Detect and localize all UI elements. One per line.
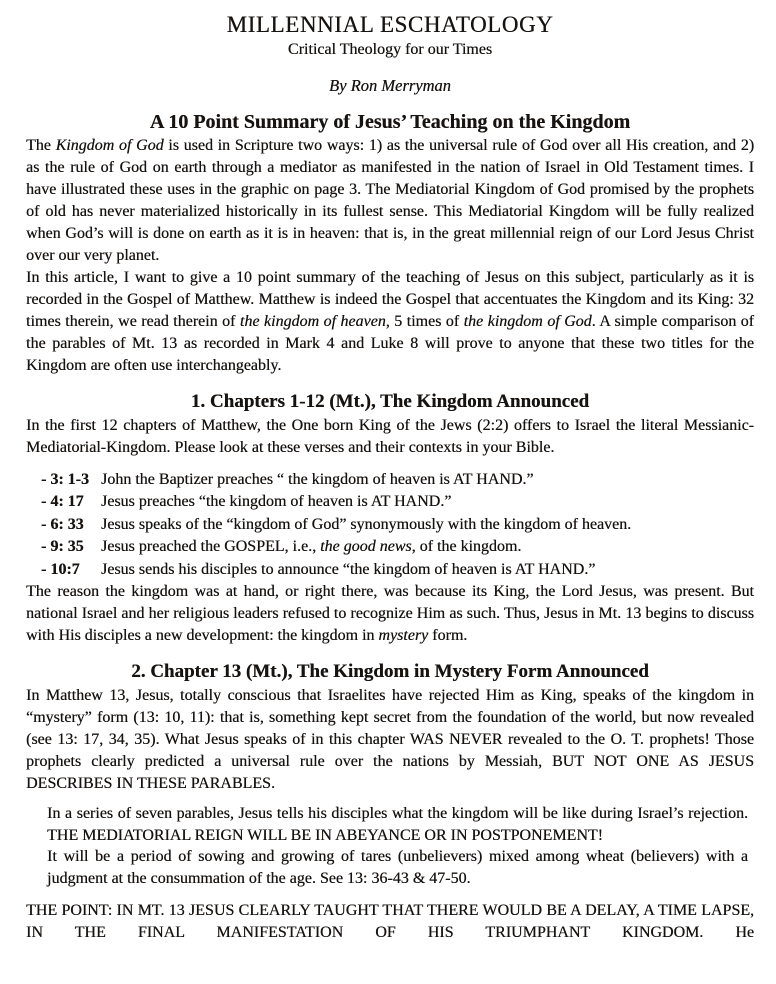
paragraph-segment: form. bbox=[428, 627, 468, 645]
paragraph-segment-italic: mystery bbox=[378, 627, 429, 645]
paragraph-segment: 5 times of bbox=[389, 313, 464, 330]
verse-reference: - 3: 1-3 bbox=[41, 471, 89, 488]
verse-item bbox=[41, 514, 754, 536]
paragraph-segment: is used in Scripture two ways: 1) as the universal rule of God over all His creation, and 2) as the rule of God on earth through a mediator as manifested in the nation of Israel in Old Testament times. I have illustrated these uses in the graphic on page 3. The Mediatorial Kingdom of God promised by the prophets of old has never materialized historically in its fullest sense. This Mediatorial Kingdom will be fully realized when God’s will is done on earth as it is in heaven: that is, in the great millennial reign of our Lord Jesus Christ over our very planet. bbox=[26, 137, 755, 264]
verse-item bbox=[41, 559, 754, 581]
section-1-heading: 1. Chapters 1-12 (Mt.), The Kingdom Announced bbox=[190, 391, 590, 412]
masthead bbox=[26, 12, 754, 96]
document-subtitle: Critical Theology for our Times bbox=[287, 41, 493, 58]
indented-block-line-1: In a series of seven parables, Jesus tells his disciples what the kingdom will be like during Israel’s rejection. THE MEDIATORIAL REIGN WILL BE IN ABEYANCE OR IN POSTPONEMENT! bbox=[47, 805, 748, 844]
section-2-paragraph-1: In Matthew 13, Jesus, totally conscious that Israelites have rejected Him as King, speaks of the kingdom in “mystery” form (13: 10, 11): that is, something kept secret from the foundation of the world, but now revealed (see 13: 17, 34, 35). What Jesus speaks of in this chapter WAS NEVER revealed to the O. T. prophets! Those prophets clearly predicted a universal rule over the nations by Messiah, BUT NOT ONE AS JESUS DESCRIBES IN THESE PARABLES. bbox=[26, 687, 754, 793]
verse-text bbox=[101, 491, 754, 513]
verse-text bbox=[101, 469, 754, 491]
verse-reference: - 9: 35 bbox=[41, 538, 84, 556]
paragraph-segment-italic: the kingdom of heaven, bbox=[239, 313, 390, 330]
indented-block bbox=[47, 803, 748, 889]
verse-reference: - 6: 33 bbox=[41, 515, 84, 533]
verse-text bbox=[101, 559, 754, 581]
paragraph-segment-italic: the good news bbox=[320, 538, 412, 556]
paragraph-segment-italic: Kingdom of God bbox=[55, 137, 164, 154]
intro-paragraph-1 bbox=[26, 135, 754, 267]
document-title: MILLENNIAL ESCHATOLOGY bbox=[226, 12, 554, 37]
paragraph-segment: The reason the kingdom was at hand, or right there, was because its King, the Lord Jesus, was present. But national Israel and her religious leaders refused to recognize Him as such. Thus, Jesus in Mt. 13 begins to discuss with His disciples a new development: the kingdom in bbox=[26, 583, 754, 645]
verse-text bbox=[101, 536, 754, 558]
byline: By Ron Merryman bbox=[329, 76, 451, 95]
article-title: A 10 Point Summary of Jesus’ Teaching on the Kingdom bbox=[149, 111, 631, 133]
verse-item bbox=[41, 491, 754, 513]
paragraph-segment: Jesus preached the GOSPEL, i.e., bbox=[101, 538, 321, 556]
verse-reference: - 4: 17 bbox=[41, 493, 84, 511]
verse-reference: - 10:7 bbox=[41, 560, 80, 578]
verse-item bbox=[41, 469, 754, 491]
section-1-outro bbox=[26, 581, 754, 647]
paragraph-segment: , of the kingdom. bbox=[411, 538, 522, 556]
paragraph-segment: Jesus sends his disciples to announce “the kingdom of heaven is AT HAND.” bbox=[101, 560, 596, 578]
paragraph-segment: In this article, I want to give a 10 point summary of the teaching of Jesus on this subject, particularly as it is recorded in the Gospel of Matthew. Matthew is indeed the Gospel that accentuates the Kingdom and its King: 32 times therein, we read therein of bbox=[26, 269, 754, 330]
verse-text bbox=[101, 514, 754, 536]
paragraph-segment: John the Baptizer preaches “ the kingdom of heaven is AT HAND.” bbox=[101, 471, 534, 488]
verse-item bbox=[41, 536, 754, 558]
paragraph-segment: Jesus preaches “the kingdom of heaven is AT HAND.” bbox=[101, 493, 452, 511]
paragraph-segment-italic: the kingdom of God bbox=[463, 313, 592, 330]
paragraph-segment: Jesus speaks of the “kingdom of God” synonymously with the kingdom of heaven. bbox=[101, 515, 632, 533]
section-2-heading: 2. Chapter 13 (Mt.), The Kingdom in Mystery Form Announced bbox=[131, 661, 649, 683]
paragraph-segment: The bbox=[26, 137, 56, 154]
intro-paragraph-2 bbox=[26, 267, 754, 377]
indented-block-line-2: It will be a period of sowing and growing of tares (unbelievers) mixed among wheat (believers) with a judgment at the consummation of the age. See 13: 36-43 & 47-50. bbox=[47, 848, 748, 887]
section-1-intro: In the first 12 chapters of Matthew, the One born King of the Jews (2:2) offers to Israel the literal Messianic-Mediatorial-Kingdom. Please look at these verses and their contexts in your Bible. bbox=[26, 417, 754, 456]
paragraph-segment: . A simple comparison of the parables of Mt. 13 as recorded in Mark 4 and Luke 8 will prove to anyone that these two titles for the Kingdom are often use interchangeably. bbox=[26, 313, 754, 374]
verse-list bbox=[26, 469, 754, 581]
closing-paragraph: THE POINT: IN MT. 13 JESUS CLEARLY TAUGHT THAT THERE WOULD BE A DELAY, A TIME LAPSE, IN THE FINAL MANIFESTATION OF HIS TRIUMPHANT KINGDOM. He bbox=[26, 902, 754, 942]
